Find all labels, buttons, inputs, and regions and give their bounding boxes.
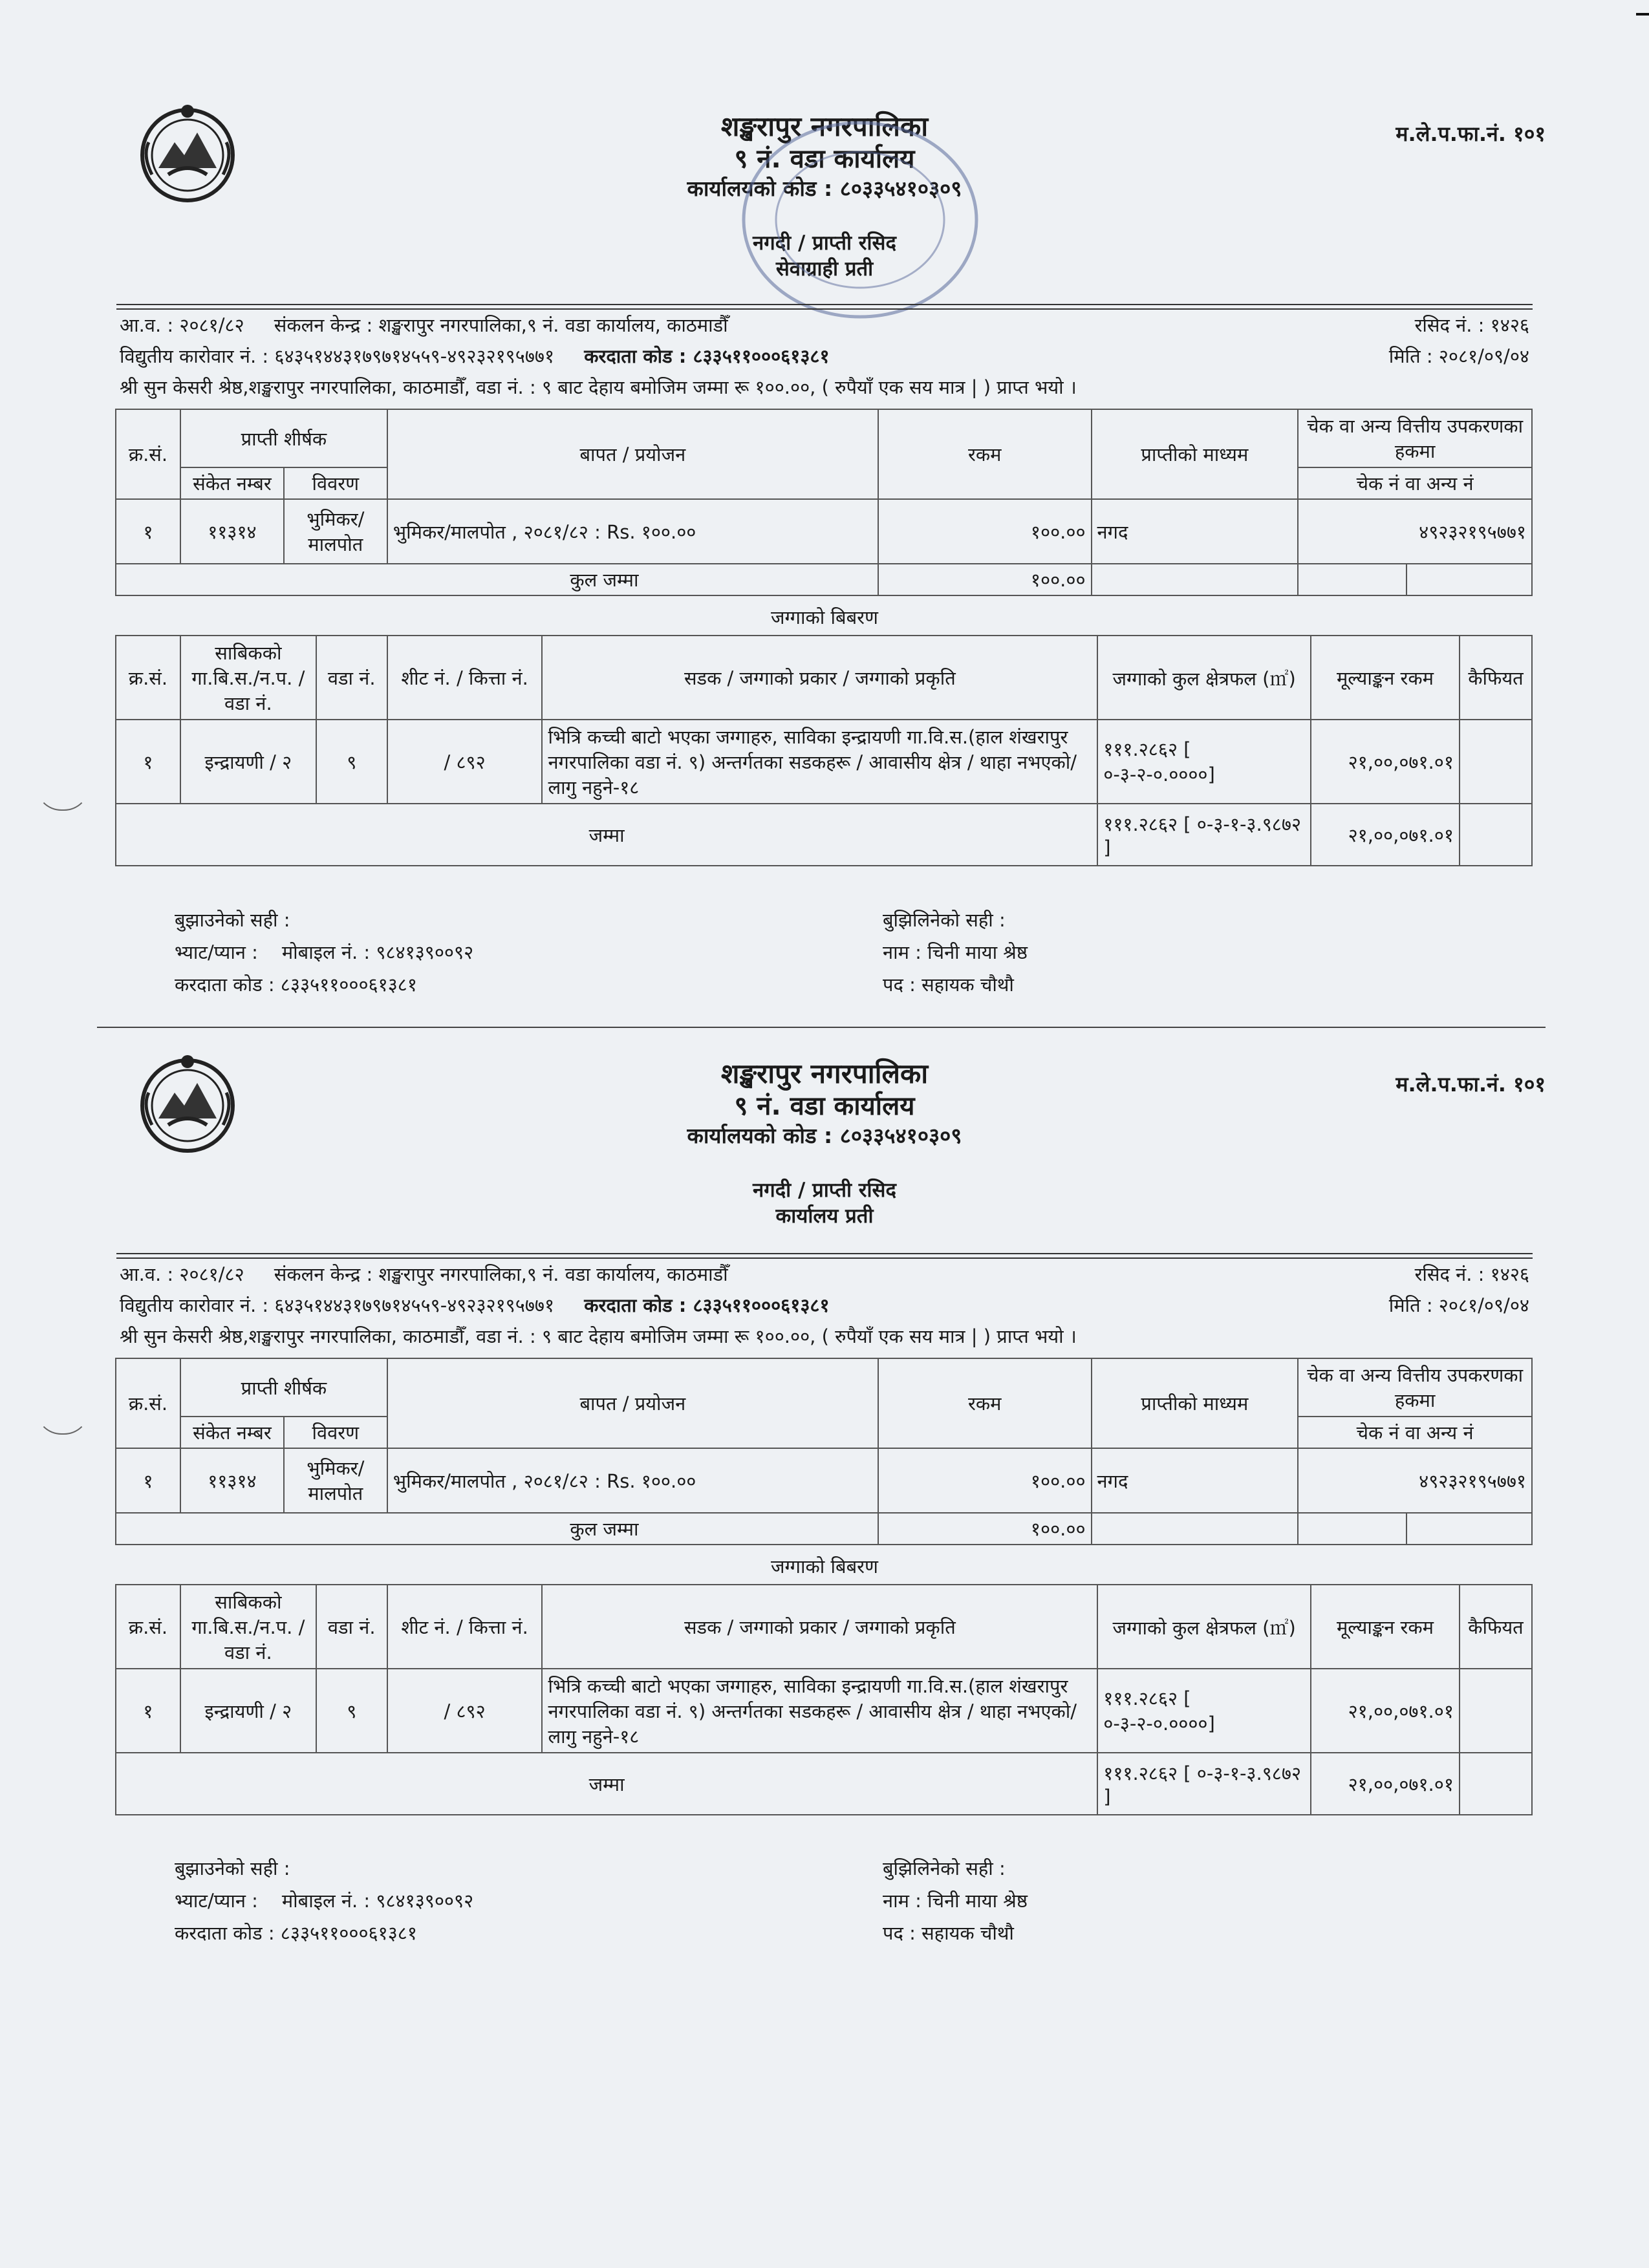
land-total-area: १११.२८६२ [ ०-३-१-३.९८७२ ]: [1097, 804, 1311, 866]
land-details-title: जग्गाको बिबरण: [771, 1556, 878, 1578]
land-col-remarks: कैफियत: [1460, 1585, 1532, 1669]
land-col-valuation: मूल्याङ्कन रकम: [1311, 636, 1460, 720]
land-cell-remarks: [1460, 720, 1532, 804]
mobile-number: मोबाइल नं. : ९८४१३९००९२: [281, 1890, 474, 1912]
punch-hole-mark: [36, 1393, 90, 1435]
form-number: म.ले.प.फा.नं. १०१: [1396, 122, 1546, 146]
land-col-road: सडक / जग्गाको प्रकार / जग्गाको प्रकृति: [542, 636, 1097, 720]
payer-signature-block: [175, 904, 473, 1001]
cell-sn: १: [116, 1448, 180, 1513]
land-col-area: जग्गाको कुल क्षेत्रफल (㎡): [1097, 1585, 1311, 1669]
mobile-number: मोबाइल नं. : ९८४१३९००९२: [281, 941, 474, 963]
land-cell-valuation: २१,००,०७१.०१: [1311, 1669, 1460, 1753]
col-header-amount: रकम: [878, 409, 1092, 499]
land-cell-sn: १: [116, 1669, 180, 1753]
land-cell-ward: ९: [316, 720, 387, 804]
payer-sign-label: बुझाउनेको सही :: [175, 909, 290, 931]
receiver-name: नाम : चिनी माया श्रेष्ठ: [883, 941, 1028, 963]
payer-signature-block: [175, 1852, 473, 1949]
cell-purpose: भुमिकर/मालपोत , २०८१/८२ : Rs. १००.००: [387, 499, 878, 564]
land-table: [115, 635, 1533, 866]
receipt-type: नगदी / प्राप्ती रसिद: [753, 1179, 896, 1202]
land-col-road: सडक / जग्गाको प्रकार / जग्गाको प्रकृति: [542, 1585, 1097, 1669]
col-header-purpose: बापत / प्रयोजन: [387, 1358, 878, 1448]
receipt-number: रसिद नं. : १४२६: [1414, 314, 1529, 336]
cell-purpose: भुमिकर/मालपोत , २०८१/८२ : Rs. १००.००: [387, 1448, 878, 1513]
municipality-name: शङ्खरापुर नगरपालिका: [720, 1058, 929, 1089]
pan-label: भ्याट/प्यान :: [175, 1890, 258, 1912]
land-cell-road: भित्रि कच्ची बाटो भएका जग्गाहरु, साविका इन्द्रायणी गा.वि.स.(हाल शंखरापुर नगरपालिका वडा नं. ९) अन्तर्गतका सडकहरू / आवासीय क्षेत्र / थाहा नभएको/लागु नहुने-१८: [542, 720, 1097, 804]
receiver-sign-label: बुझिलिनेको सही :: [883, 909, 1006, 931]
form-number: म.ले.प.फा.नं. १०१: [1396, 1072, 1546, 1097]
transaction-number: विद्युतीय कारोवार नं. : ६४३५१४४३१७९७१४५५९-४९२३२१९५७७१: [120, 345, 555, 367]
cell-amount: १००.००: [878, 1448, 1092, 1513]
land-cell-area: १११.२८६२ [ ०-३-२-०.००००]: [1097, 1669, 1311, 1753]
scan-edge-mark: [1636, 13, 1649, 16]
col-header-desc: विवरण: [284, 467, 387, 499]
land-col-sheet: शीट नं. / कित्ता नं.: [387, 636, 543, 720]
col-header-medium: प्राप्तीको माध्यम: [1092, 409, 1299, 499]
col-header-code: संकेत नम्बर: [180, 467, 284, 499]
cell-amount: १००.००: [878, 499, 1092, 564]
col-header-sn: क्र.सं.: [116, 1358, 180, 1448]
total-row: [116, 1513, 1532, 1545]
land-total-row: [116, 1753, 1532, 1815]
cell-medium: नगद: [1092, 1448, 1299, 1513]
land-total-area: १११.२८६२ [ ०-३-१-३.९८७२ ]: [1097, 1753, 1311, 1815]
land-col-sn: क्र.सं.: [116, 636, 180, 720]
land-cell-area: १११.२८६२ [ ०-३-२-०.००००]: [1097, 720, 1311, 804]
receipt-statement: श्री सुन केसरी श्रेष्ठ,शङ्खरापुर नगरपालिका, काठमाडौँ, वडा नं. : ९ बाट देहाय बमोजिम जम्मा रू १००.००, ( रुपैयाँ एक सय मात्र | ) प्राप्त भयो ।: [120, 1325, 1077, 1347]
col-header-desc: विवरण: [284, 1417, 387, 1448]
copy-label: कार्यालय प्रती: [775, 1204, 874, 1228]
fiscal-year: आ.व. : २०८१/८२: [120, 314, 244, 336]
land-col-former: साबिकको गा.बि.स./न.प. / वडा नं.: [180, 636, 316, 720]
land-col-ward: वडा नं.: [316, 1585, 387, 1669]
col-header-amount: रकम: [878, 1358, 1092, 1448]
land-col-sheet: शीट नं. / कित्ता नं.: [387, 1585, 543, 1669]
land-cell-sheet: / ८९२: [387, 720, 543, 804]
info-row-txn: [120, 341, 1529, 371]
payer-taxpayer-code: करदाता कोड : ८३३५११०००६१३८१: [175, 1922, 417, 1944]
cell-cheque-no: ४९२३२१९५७७१: [1298, 499, 1532, 564]
office-code: कार्यालयको कोड : ८०३३५४१०३०९: [687, 1123, 962, 1148]
info-row-txn: [120, 1290, 1529, 1320]
col-header-heading: प्राप्ती शीर्षक: [180, 1358, 387, 1417]
col-header-heading: प्राप्ती शीर्षक: [180, 409, 387, 467]
land-cell-former: इन्द्रायणी / २: [180, 720, 316, 804]
cell-medium: नगद: [1092, 499, 1299, 564]
col-header-sn: क्र.सं.: [116, 409, 180, 499]
receiver-sign-label: बुझिलिनेको सही :: [883, 1857, 1006, 1879]
land-cell-ward: ९: [316, 1669, 387, 1753]
col-header-code: संकेत नम्बर: [180, 1417, 284, 1448]
copy-label: सेवाग्राही प्रती: [775, 257, 874, 281]
receiver-post: पद : सहायक चौथौ: [883, 974, 1014, 996]
receipt-number: रसिद नं. : १४२६: [1414, 1263, 1529, 1285]
payment-table: [115, 409, 1533, 596]
receiver-signature-block: [883, 1852, 1028, 1949]
total-label: कुल जम्मा: [116, 564, 878, 595]
col-header-cheque-no: चेक नं वा अन्य नं: [1298, 467, 1532, 499]
land-col-remarks: कैफियत: [1460, 636, 1532, 720]
land-details-title: जग्गाको बिबरण: [771, 606, 878, 628]
info-row-fiscal: [120, 310, 1529, 340]
col-header-cheque-no: चेक नं वा अन्य नं: [1298, 1417, 1532, 1448]
cell-desc: भुमिकर/ मालपोत: [284, 499, 387, 564]
cell-code: ११३१४: [180, 1448, 284, 1513]
municipality-name: शङ्खरापुर नगरपालिका: [720, 111, 929, 142]
land-col-area: जग्गाको कुल क्षेत्रफल (㎡): [1097, 636, 1311, 720]
payer-taxpayer-code: करदाता कोड : ८३३५११०००६१३८१: [175, 974, 417, 996]
land-cell-road: भित्रि कच्ची बाटो भएका जग्गाहरु, साविका इन्द्रायणी गा.वि.स.(हाल शंखरापुर नगरपालिका वडा नं. ९) अन्तर्गतका सडकहरू / आवासीय क्षेत्र / थाहा नभएको/लागु नहुने-१८: [542, 1669, 1097, 1753]
collection-center: संकलन केन्द्र : शङ्खरापुर नगरपालिका,९ नं. वडा कार्यालय, काठमाडौँ: [274, 314, 728, 336]
receipt-date: मिति : २०८१/०९/०४: [1388, 345, 1529, 367]
land-col-valuation: मूल्याङ्कन रकम: [1311, 1585, 1460, 1669]
land-total-label: जम्मा: [116, 1753, 1097, 1815]
table-row: [116, 720, 1532, 804]
land-cell-sheet: / ८९२: [387, 1669, 543, 1753]
receiver-signature-block: [883, 904, 1028, 1001]
double-rule: [116, 304, 1533, 310]
payment-table: [115, 1358, 1533, 1545]
land-total-valuation: २१,००,०७१.०१: [1311, 804, 1460, 866]
col-header-cheque-group: चेक वा अन्य वित्तीय उपकरणका हकमा: [1298, 1358, 1532, 1417]
punch-hole-mark: [36, 769, 90, 811]
col-header-cheque-group: चेक वा अन्य वित्तीय उपकरणका हकमा: [1298, 409, 1532, 467]
table-row: [116, 1448, 1532, 1513]
land-col-sn: क्र.सं.: [116, 1585, 180, 1669]
cell-sn: १: [116, 499, 180, 564]
pan-label: भ्याट/प्यान :: [175, 941, 258, 963]
fiscal-year: आ.व. : २०८१/८२: [120, 1263, 244, 1285]
receiver-name: नाम : चिनी माया श्रेष्ठ: [883, 1890, 1028, 1912]
receipt-date: मिति : २०८१/०९/०४: [1388, 1294, 1529, 1316]
collection-center: संकलन केन्द्र : शङ्खरापुर नगरपालिका,९ नं. वडा कार्यालय, काठमाडौँ: [274, 1263, 728, 1285]
transaction-number: विद्युतीय कारोवार नं. : ६४३५१४४३१७९७१४५५९-४९२३२१९५७७१: [120, 1294, 555, 1316]
cell-desc: भुमिकर/ मालपोत: [284, 1448, 387, 1513]
land-col-former: साबिकको गा.बि.स./न.प. / वडा नं.: [180, 1585, 316, 1669]
total-row: [116, 564, 1532, 595]
table-row: [116, 499, 1532, 564]
total-amount: १००.००: [878, 1513, 1092, 1545]
land-total-valuation: २१,००,०७१.०१: [1311, 1753, 1460, 1815]
land-total-label: जम्मा: [116, 804, 1097, 866]
col-header-medium: प्राप्तीको माध्यम: [1092, 1358, 1299, 1448]
ward-office: ९ नं. वडा कार्यालय: [734, 1091, 915, 1121]
receipt-statement: श्री सुन केसरी श्रेष्ठ,शङ्खरापुर नगरपालिका, काठमाडौँ, वडा नं. : ९ बाट देहाय बमोजिम जम्मा रू १००.००, ( रुपैयाँ एक सय मात्र | ) प्राप्त भयो ।: [120, 376, 1077, 398]
total-amount: १००.००: [878, 564, 1092, 595]
receipt-type: नगदी / प्राप्ती रसिद: [753, 231, 896, 255]
land-cell-former: इन्द्रायणी / २: [180, 1669, 316, 1753]
taxpayer-code-label: करदाता कोड : ८३३५११०००६१३८१: [584, 345, 830, 367]
info-row-fiscal: [120, 1259, 1529, 1289]
col-header-purpose: बापत / प्रयोजन: [387, 409, 878, 499]
total-label: कुल जम्मा: [116, 1513, 878, 1545]
land-cell-sn: १: [116, 720, 180, 804]
payer-sign-label: बुझाउनेको सही :: [175, 1857, 290, 1879]
land-cell-remarks: [1460, 1669, 1532, 1753]
cell-cheque-no: ४९२३२१९५७७१: [1298, 1448, 1532, 1513]
land-cell-valuation: २१,००,०७१.०१: [1311, 720, 1460, 804]
receipt-divider: [97, 1027, 1546, 1028]
receiver-post: पद : सहायक चौथौ: [883, 1922, 1014, 1944]
land-table: [115, 1584, 1533, 1815]
land-col-ward: वडा नं.: [316, 636, 387, 720]
land-total-row: [116, 804, 1532, 866]
office-code: कार्यालयको कोड : ८०३३५४१०३०९: [687, 176, 962, 201]
taxpayer-code-label: करदाता कोड : ८३३५११०००६१३८१: [584, 1294, 830, 1316]
cell-code: ११३१४: [180, 499, 284, 564]
ward-office: ९ नं. वडा कार्यालय: [734, 144, 915, 174]
double-rule: [116, 1253, 1533, 1259]
table-row: [116, 1669, 1532, 1753]
